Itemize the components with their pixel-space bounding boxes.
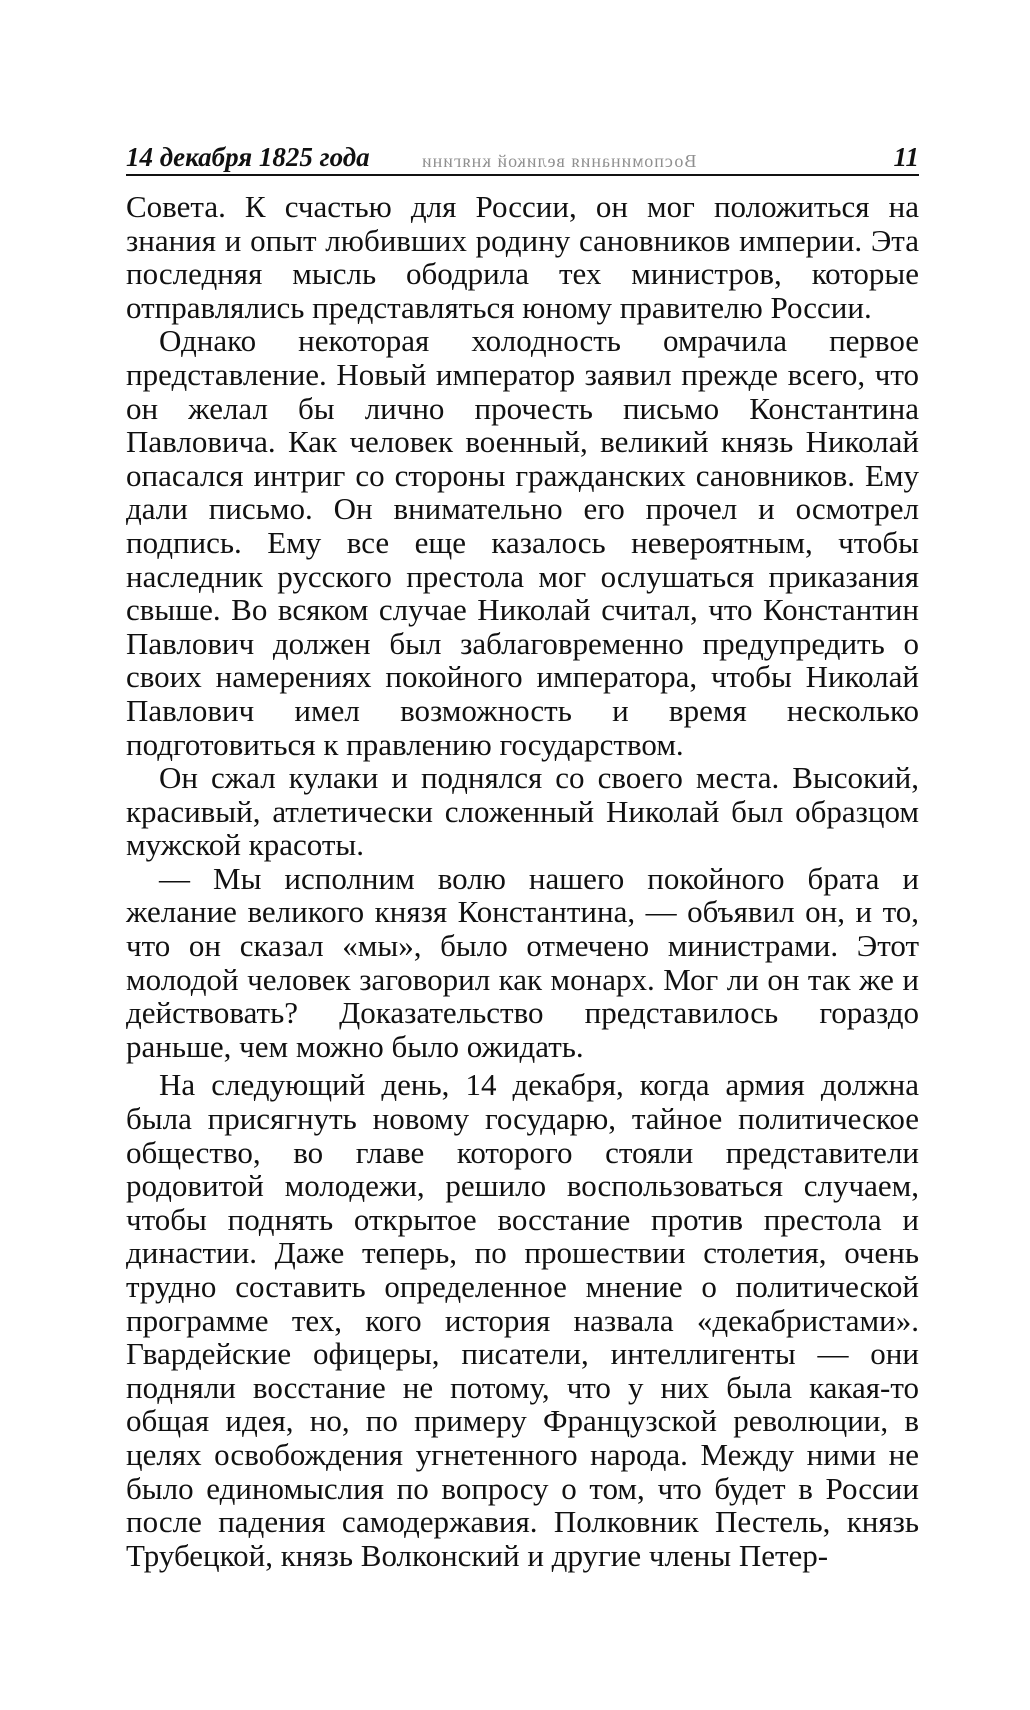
page-number: 11 [893, 142, 919, 172]
paragraph-5: На следующий день, 14 декабря, когда армия должна была присягнуть новому государю, тайное политическое общество, во главе которого стояли представители родовитой молодежи, решило воспользоваться случаем, чтобы поднять открытое восстание против престола и династии. Даже теперь, по прошествии столетия, очень трудно составить определенное мнение о политической программе тех, кого история назвала «декабристами». Гвардейские офицеры, писатели, интеллигенты — они подняли восстание не потому, что у них была какая-то общая идея, но, по примеру Французской революции, в целях освобождения угнетенного народа. Между ними не было единомыслия по вопросу о том, что будет в России после падения самодержавия. Полковник Пестель, князь Трубецкой, князь Волконский и другие члены Петер- [126, 1067, 919, 1573]
body-text [126, 190, 919, 1572]
paragraph-3: Он сжал кулаки и поднялся со своего места. Высокий, красивый, атлетически сложенный Николай был образцом мужской красоты. [126, 760, 919, 863]
paragraph-1: Совета. К счастью для России, он мог положиться на знания и опыт любивших родину сановников империи. Эта последняя мысль ободрила тех министров, которые отправлялись представляться юному правителю России. [126, 189, 919, 325]
paragraph-2: Однако некоторая холодность омрачила первое представление. Новый император заявил прежде всего, что он желал бы лично прочесть письмо Константина Павловича. Как человек военный, великий князь Николай опасался интриг со стороны гражданских сановников. Ему дали письмо. Он внимательно его прочел и осмотрел подпись. Ему все еще казалось невероятным, чтобы наследник русского престола мог ослушаться приказания свыше. Во всяком случае Николай считал, что Константин Павлович должен был заблаговременно предупредить о своих намерениях покойного императора, чтобы Николай Павлович имел возможность и время несколько подготовиться к правлению государством. [126, 323, 919, 762]
paragraph-4: — Мы исполним волю нашего покойного брата и желание великого князя Константина, — объявил он, и то, что он сказал «мы», было отмечено министрами. Этот молодой человек заговорил как монарх. Мог ли он так же и действовать? Доказательство представилось гораздо раньше, чем можно было ожидать. [126, 860, 919, 1064]
running-header [126, 140, 919, 176]
book-page [126, 140, 919, 1572]
bleed-through-text: Воспоминания великой княгини [421, 151, 697, 171]
running-title: 14 декабря 1825 года [126, 142, 370, 172]
